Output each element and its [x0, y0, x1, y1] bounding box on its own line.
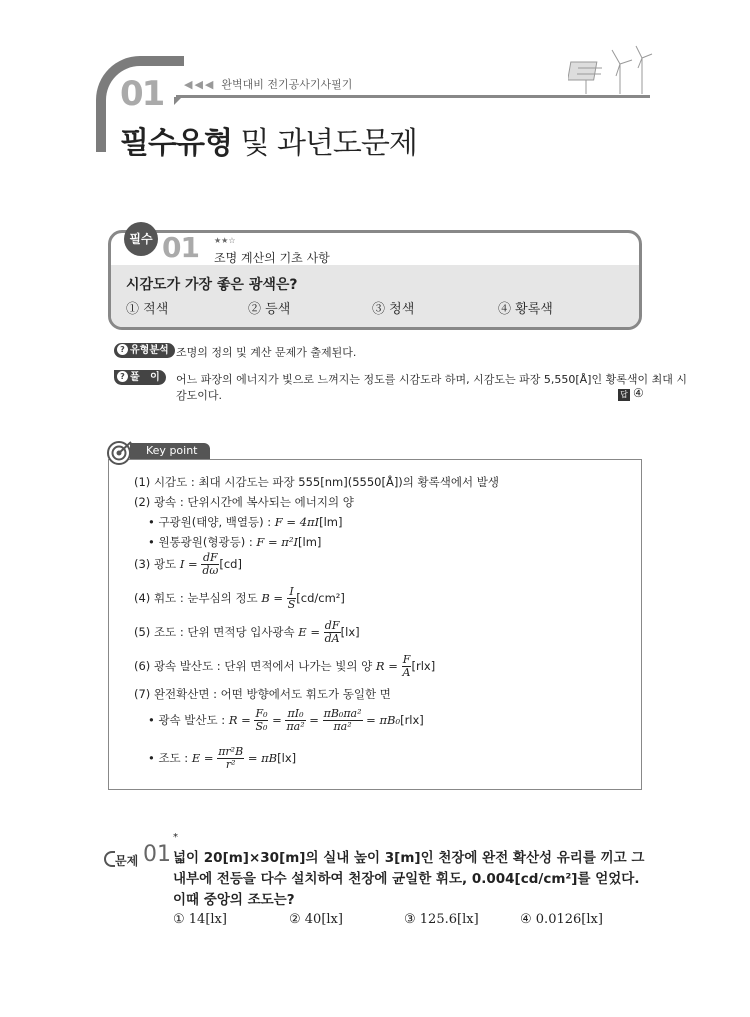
kp-line-4: • 원통광원(형광등) : F = π²I[lm]	[148, 535, 322, 549]
chapter-number: 01	[120, 74, 164, 114]
kp-line-3: • 구광원(태양, 백열등) : F = 4πI[lm]	[148, 515, 343, 529]
answer-icon: 답	[618, 389, 630, 401]
header-rule-notch	[174, 97, 182, 105]
analysis-badge: ? 유형분석	[114, 343, 175, 358]
option-4: ④ 황록색	[498, 302, 553, 317]
analysis-icon: ?	[117, 344, 128, 355]
kp-line-10: • 광속 발산도 : R = $\frac{\text{F₀}}{\text{S₀}}$ = $\frac{\text{πI₀}}{\text{πa²}}$ = $\frac{\text{πB₀πa²}}{\text{πa²}}$ = πB₀[rlx]	[148, 707, 424, 733]
kp-line-5: (3) 광도 I = $\frac{dF}{d\omega}$ [cd]	[134, 551, 242, 577]
problem-number: 01	[143, 842, 171, 867]
option-3: ③ 청색	[372, 302, 415, 317]
kp-line-9: (7) 완전확산면 : 어떤 방향에서도 휘도가 동일한 면	[134, 687, 391, 701]
problem-option-2: ② 40[lx]	[289, 912, 343, 927]
answer: 답 ④	[618, 386, 644, 401]
essential-topic: 조명 계산의 기초 사항	[214, 251, 330, 265]
solar-wind-illustration	[568, 44, 654, 96]
problem-option-3: ③ 125.6[lx]	[404, 912, 479, 927]
essential-number: 01	[162, 231, 199, 264]
book-subtitle: 완벽대비 전기공사기사필기	[221, 78, 353, 91]
running-header	[184, 76, 352, 92]
solution-text-line2: 감도이다.	[176, 389, 223, 402]
option-2: ② 등색	[248, 302, 291, 317]
option-1: ① 적색	[126, 302, 169, 317]
difficulty-stars: ★★☆	[214, 236, 236, 245]
solution-badge: ? 풀 이	[114, 370, 166, 385]
kp-line-7: (5) 조도 : 단위 면적당 입사광속 E = $\frac{dF}{dA}$ [lx]	[134, 619, 360, 645]
bracket-icon	[104, 851, 115, 867]
keypoint-label: Key point	[130, 443, 210, 459]
problem-star: *	[173, 832, 178, 843]
kp-line-11: • 조도 : E = $\frac{\text{πr²B}}{\text{r²}}$ = πB[lx]	[148, 745, 297, 771]
problem-text: 넓이 20[m]×30[m]의 실내 높이 3[m]인 천장에 완전 확산성 유리를 끼고 그 내부에 전등을 다수 설치하여 천장에 균일한 휘도, 0.004[cd/cm²]를 얻었다. 이때 중앙의 조도는?	[173, 850, 645, 908]
problem-option-1: ① 14[lx]	[173, 912, 227, 927]
chapter-stem-decoration	[96, 100, 106, 152]
kp-line-8: (6) 광속 발산도 : 단위 면적에서 나가는 빛의 양 R = $\frac{F}{A}$ [rlx]	[134, 653, 436, 679]
kp-line-2: (2) 광속 : 단위시간에 복사되는 에너지의 양	[134, 495, 354, 509]
solution-icon: ?	[117, 371, 128, 382]
solution-text-line1: 어느 파장의 에너지가 빛으로 느껴지는 정도를 시감도라 하며, 시감도는 파장 5,550[Å]인 황록색이 최대 시	[176, 373, 687, 386]
essential-tag: 필수	[124, 222, 158, 256]
kp-line-1: (1) 시감도 : 최대 시감도는 파장 555[nm](5550[Å])의 황록색에서 발생	[134, 475, 499, 489]
problem-option-4: ④ 0.0126[lx]	[520, 912, 603, 927]
essential-question: 시감도가 가장 좋은 광색은?	[126, 277, 298, 293]
kp-line-6: (4) 휘도 : 눈부심의 정도 B = $\frac{I}{S}$ [cd/cm²]	[134, 585, 345, 611]
analysis-text: 조명의 정의 및 계산 문제가 출제된다.	[176, 346, 357, 359]
problem-label: 문제	[104, 850, 138, 869]
arrows-icon: ◀◀◀	[184, 78, 216, 91]
target-icon	[106, 438, 134, 466]
page-title: 필수유형 및 과년도문제	[120, 126, 417, 161]
